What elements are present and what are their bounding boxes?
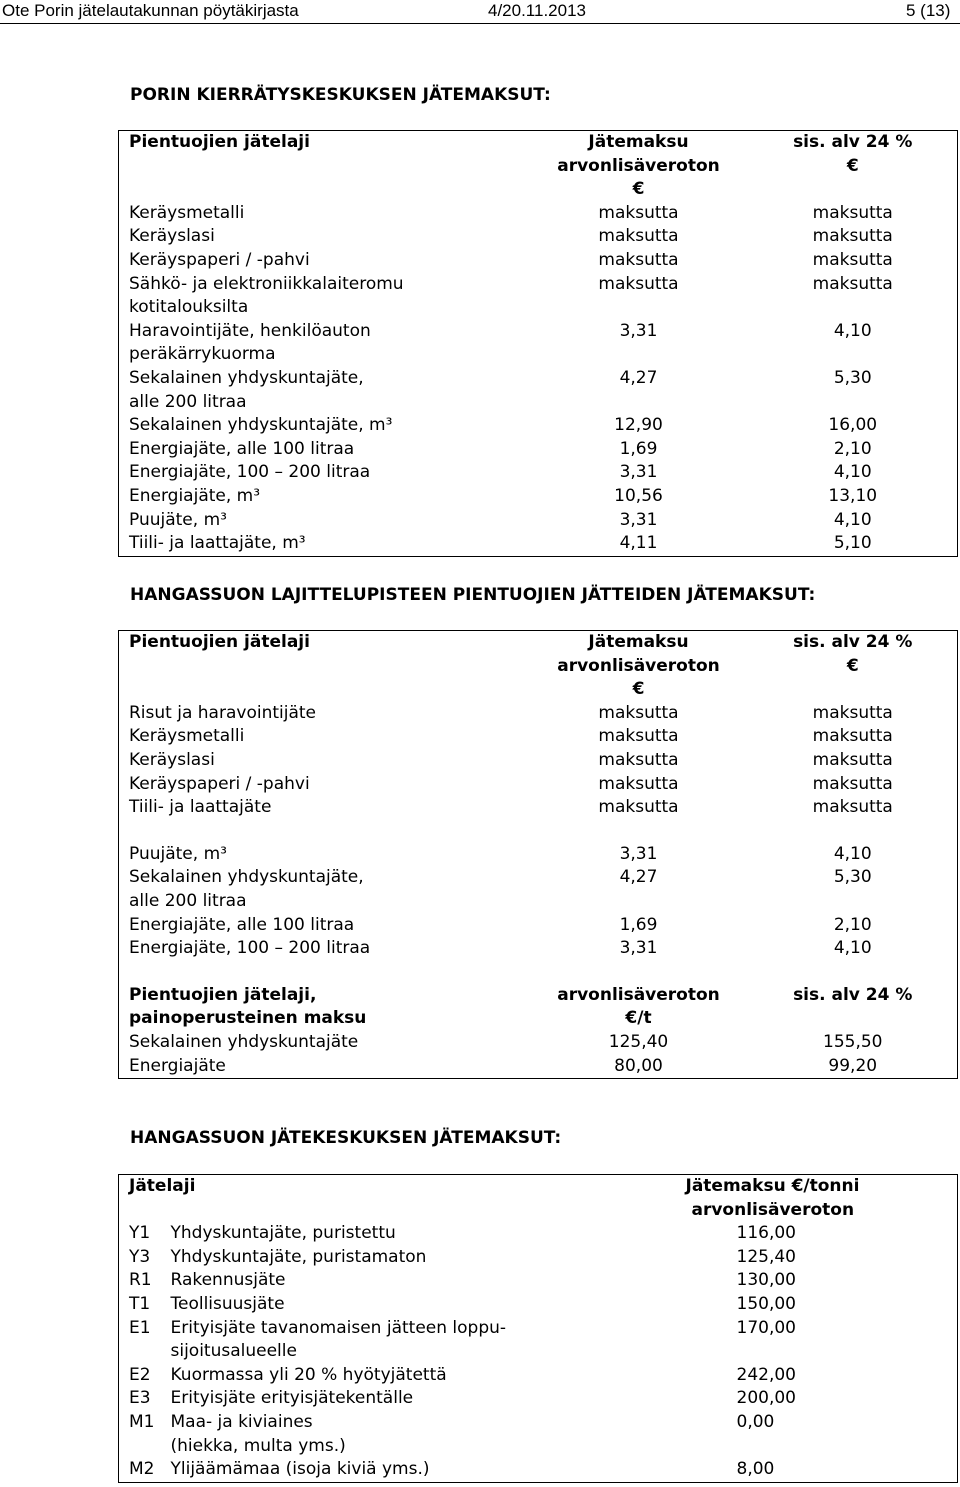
fee-per-tonne-cell: 200,00	[736, 1388, 796, 1409]
section3-header-row	[119, 1175, 958, 1223]
waste-type-cell: Keräyspaperi / -pahvi	[129, 249, 310, 270]
fee-net-cell: 3,31	[619, 509, 658, 530]
waste-type-cell: Erityisjäte tavanomaisen jätteen loppu- sijoitusalueelle	[170, 1317, 507, 1362]
waste-type-cell: Yhdyskuntajäte, puristamaton	[170, 1246, 427, 1267]
table-row	[119, 509, 958, 533]
fee-net-cell: maksutta	[598, 702, 679, 723]
table-row	[119, 414, 958, 438]
section3-table	[118, 1174, 958, 1483]
col-waste-type: Pientuojien jätelaji	[129, 632, 310, 652]
spacer-row	[119, 961, 958, 984]
fee-gross-cell: 4,10	[833, 320, 872, 341]
table-row	[119, 937, 958, 961]
table-row	[119, 532, 958, 556]
page-number: 5 (13)	[906, 1, 951, 20]
fee-per-tonne-cell: 125,40	[736, 1246, 796, 1267]
spacer-row	[119, 820, 958, 843]
waste-type-cell: Energiajäte, 100 – 200 litraa	[129, 462, 371, 483]
section1-table	[118, 130, 958, 557]
waste-type-cell: Keräyslasi	[129, 749, 215, 770]
waste-code-cell: M1	[129, 1411, 155, 1432]
table-row	[119, 273, 958, 320]
waste-type-cell: Energiajäte, alle 100 litraa	[129, 438, 355, 459]
fee-per-tonne-cell: 242,00	[736, 1364, 796, 1385]
fee-gross-cell: 99,20	[828, 1055, 878, 1076]
document-title: Ote Porin jätelautakunnan pöytäkirjasta	[2, 1, 299, 20]
fee-gross-cell: 4,10	[833, 462, 872, 483]
table-row	[119, 725, 958, 749]
fee-net-cell: maksutta	[598, 773, 679, 794]
waste-code-cell: R1	[129, 1270, 152, 1291]
fee-gross-cell: maksutta	[812, 797, 893, 818]
waste-code-cell: E1	[129, 1317, 151, 1338]
table-row	[119, 796, 958, 820]
table-row	[119, 438, 958, 462]
fee-gross-cell: maksutta	[812, 749, 893, 770]
fee-gross-cell: 5,30	[833, 867, 872, 888]
table-row	[119, 1246, 958, 1270]
fee-gross-cell: 5,10	[833, 533, 872, 554]
fee-net-cell: 80,00	[614, 1055, 663, 1076]
fee-net-cell: maksutta	[598, 726, 679, 747]
fee-gross-cell: 155,50	[823, 1031, 883, 1052]
fee-per-tonne-cell: 116,00	[736, 1223, 796, 1244]
waste-type-cell: Teollisuusjäte	[170, 1293, 285, 1314]
fee-gross-cell: 5,30	[833, 367, 872, 388]
fee-per-tonne-cell: 170,00	[736, 1317, 796, 1338]
table-row	[119, 843, 958, 867]
table-row	[119, 1364, 958, 1388]
waste-type-cell: Yhdyskuntajäte, puristettu	[170, 1223, 396, 1244]
waste-type-cell: Risut ja haravointijäte	[129, 702, 316, 723]
waste-type-cell: Energiajäte, 100 – 200 litraa	[129, 938, 371, 959]
table-row	[119, 225, 958, 249]
table-row	[119, 749, 958, 773]
waste-type-cell: Sekalainen yhdyskuntajäte, m³	[129, 415, 393, 436]
fee-net-cell: maksutta	[598, 749, 679, 770]
col-fee-gross: sis. alv 24 % €	[793, 132, 913, 176]
fee-per-tonne-cell: 8,00	[736, 1459, 775, 1480]
col-fee-per-tonne: Jätemaksu €/tonni arvonlisäveroton	[685, 1176, 860, 1220]
fee-gross-cell: 2,10	[833, 438, 872, 459]
col-waste-type: Pientuojien jätelaji	[129, 132, 310, 152]
fee-net-cell: maksutta	[598, 797, 679, 818]
section2-heading: HANGASSUON LAJITTELUPISTEEN PIENTUOJIEN JÄTTEIDEN JÄTEMAKSUT:	[130, 585, 816, 605]
col-waste-type: Jätelaji	[129, 1176, 196, 1196]
col-weight-waste-type: Pientuojien jätelaji, painoperusteinen maksu	[129, 984, 367, 1029]
waste-code-cell: Y1	[129, 1223, 151, 1244]
fee-gross-cell: maksutta	[812, 702, 893, 723]
waste-type-cell: Kuormassa yli 20 % hyötyjätettä	[170, 1364, 447, 1385]
table-row	[119, 1317, 958, 1364]
header-rule	[0, 23, 960, 24]
fee-net-cell: 3,31	[619, 938, 658, 959]
fee-gross-cell: 2,10	[833, 914, 872, 935]
col-fee-net: Jätemaksu arvonlisäveroton €	[557, 632, 720, 700]
waste-type-cell: Sekalainen yhdyskuntajäte, alle 200 litraa	[129, 367, 364, 412]
waste-code-cell: M2	[129, 1459, 155, 1480]
fee-net-cell: 4,27	[619, 867, 658, 888]
waste-code-cell: E2	[129, 1364, 151, 1385]
table-row	[119, 773, 958, 797]
page-header	[0, 0, 960, 24]
fee-net-cell: 4,11	[619, 533, 658, 554]
waste-type-cell: Rakennusjäte	[170, 1270, 286, 1291]
fee-gross-cell: maksutta	[812, 249, 893, 270]
waste-type-cell: Keräysmetalli	[129, 202, 245, 223]
waste-code-cell: Y3	[129, 1246, 151, 1267]
table-row	[119, 866, 958, 913]
waste-type-cell: Puujäte, m³	[129, 843, 227, 864]
fee-gross-cell: maksutta	[812, 773, 893, 794]
waste-type-cell: Erityisjäte erityisjätekentälle	[170, 1388, 414, 1409]
fee-per-tonne-cell: 0,00	[736, 1411, 775, 1432]
fee-gross-cell: 4,10	[833, 509, 872, 530]
fee-gross-cell: maksutta	[812, 726, 893, 747]
weight-header-row	[119, 984, 958, 1031]
document-date: 4/20.11.2013	[488, 1, 586, 20]
waste-type-cell: Sekalainen yhdyskuntajäte, alle 200 litraa	[129, 867, 364, 911]
fee-net-cell: 10,56	[614, 485, 663, 506]
fee-net-cell: 12,90	[614, 415, 663, 436]
table-row	[119, 249, 958, 273]
fee-per-tonne-cell: 130,00	[736, 1270, 796, 1291]
waste-type-cell: Energiajäte, m³	[129, 485, 261, 506]
waste-type-cell: Haravointijäte, henkilöauton peräkärrykuorma	[129, 320, 371, 365]
fee-net-cell: 3,31	[619, 462, 658, 483]
waste-type-cell: Energiajäte	[129, 1055, 226, 1076]
fee-gross-cell: 13,10	[828, 485, 878, 506]
waste-type-cell: Keräyslasi	[129, 226, 215, 247]
table-row	[119, 1055, 958, 1079]
fee-gross-cell: maksutta	[812, 202, 893, 223]
waste-code-cell: E3	[129, 1388, 151, 1409]
section2-table	[118, 630, 958, 1079]
col-weight-fee-net: arvonlisäveroton €/t	[557, 984, 720, 1029]
waste-type-cell: Tiili- ja laattajäte	[129, 797, 272, 818]
fee-net-cell: maksutta	[598, 249, 679, 270]
fee-net-cell: 125,40	[608, 1031, 669, 1052]
table-row	[119, 202, 958, 226]
fee-net-cell: 1,69	[619, 914, 658, 935]
fee-gross-cell: 4,10	[833, 938, 872, 959]
table-row	[119, 1411, 958, 1458]
fee-net-cell: 3,31	[619, 843, 658, 864]
table-row	[119, 367, 958, 414]
table-row	[119, 702, 958, 726]
table-row	[119, 1031, 958, 1055]
section1-heading: PORIN KIERRÄTYSKESKUKSEN JÄTEMAKSUT:	[130, 85, 551, 105]
table-row	[119, 1222, 958, 1246]
table-row	[119, 1458, 958, 1482]
table-row	[119, 1387, 958, 1411]
fee-gross-cell: maksutta	[812, 226, 893, 247]
section2-header-row	[119, 631, 958, 702]
waste-type-cell: Sähkö- ja elektroniikkalaiteromu kotitalouksilta	[129, 273, 404, 318]
waste-type-cell: Ylijäämämaa (isoja kiviä yms.)	[170, 1459, 430, 1480]
col-fee-net: Jätemaksu arvonlisäveroton €	[557, 132, 720, 200]
table-row	[119, 1269, 958, 1293]
section3-heading: HANGASSUON JÄTEKESKUKSEN JÄTEMAKSUT:	[130, 1128, 562, 1148]
waste-type-cell: Maa- ja kiviaines (hiekka, multa yms.)	[170, 1411, 346, 1456]
table-row	[119, 914, 958, 938]
table-row	[119, 320, 958, 367]
fee-net-cell: maksutta	[598, 202, 679, 223]
fee-gross-cell: 16,00	[828, 415, 878, 436]
fee-net-cell: 3,31	[619, 320, 658, 341]
table-row	[119, 1293, 958, 1317]
waste-code-cell: T1	[129, 1293, 151, 1314]
waste-type-cell: Tiili- ja laattajäte, m³	[129, 533, 306, 554]
waste-type-cell: Puujäte, m³	[129, 509, 227, 530]
waste-type-cell: Energiajäte, alle 100 litraa	[129, 914, 355, 935]
fee-net-cell: maksutta	[598, 273, 679, 294]
fee-gross-cell: 4,10	[833, 843, 872, 864]
fee-per-tonne-cell: 150,00	[736, 1293, 796, 1314]
waste-type-cell: Keräysmetalli	[129, 726, 245, 747]
fee-gross-cell: maksutta	[812, 273, 893, 294]
col-weight-fee-gross: sis. alv 24 %	[793, 984, 913, 1005]
fee-net-cell: 1,69	[619, 438, 658, 459]
table-row	[119, 485, 958, 509]
section1-header-row	[119, 131, 958, 202]
waste-type-cell: Keräyspaperi / -pahvi	[129, 773, 310, 794]
waste-type-cell: Sekalainen yhdyskuntajäte	[129, 1031, 359, 1052]
fee-net-cell: maksutta	[598, 226, 679, 247]
col-fee-gross: sis. alv 24 % €	[793, 632, 913, 676]
table-row	[119, 461, 958, 485]
fee-net-cell: 4,27	[619, 367, 658, 388]
